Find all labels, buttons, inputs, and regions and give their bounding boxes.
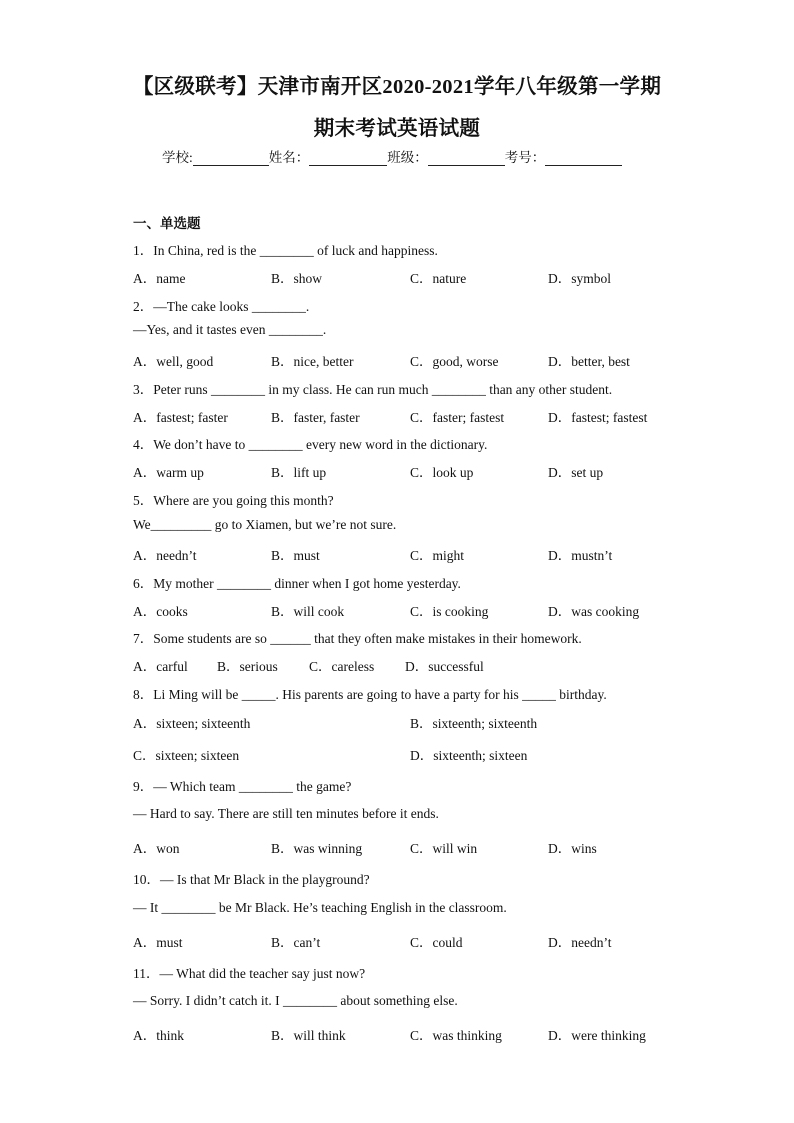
option-c: C．will win: [410, 841, 478, 856]
school-blank: [193, 151, 269, 166]
option-c: C．good, worse: [410, 354, 499, 369]
question-line: — Hard to say. There are still ten minutes before it ends.: [133, 806, 439, 821]
option-d: D．symbol: [548, 271, 612, 286]
question-line: 7．Some students are so ______ that they often make mistakes in their homework.: [133, 631, 582, 646]
option-a: A．fastest; faster: [133, 410, 228, 425]
question-line: 10．— Is that Mr Black in the playground?: [133, 872, 370, 887]
option-a: A．must: [133, 935, 183, 950]
option-d: D．fastest; fastest: [548, 410, 648, 425]
class-blank: [428, 151, 505, 166]
name-blank: [309, 151, 387, 166]
school-label: 学校:: [162, 150, 193, 165]
option-b: B．faster, faster: [271, 410, 360, 425]
option-d: D．wins: [548, 841, 597, 856]
name-label: 姓名：: [268, 150, 310, 165]
exam-title-line1: 【区级联考】天津市南开区2020-2021学年八年级第一学期: [132, 76, 662, 98]
option-b: B．can’t: [271, 935, 321, 950]
question-line: — Sorry. I didn’t catch it. I ________ about something else.: [133, 993, 458, 1008]
option-b: B．show: [271, 271, 323, 286]
option-a: A．carful: [133, 659, 188, 674]
question-line: 1．In China, red is the ________ of luck and happiness.: [133, 243, 438, 258]
question-line: 11．— What did the teacher say just now?: [133, 966, 366, 981]
option-b: B．lift up: [271, 465, 327, 480]
option-a: A．won: [133, 841, 180, 856]
option-c: C．careless: [309, 659, 375, 674]
option-a: A．think: [133, 1028, 185, 1043]
question-line: 4．We don’t have to ________ every new word in the dictionary.: [133, 437, 488, 452]
option-d: D．better, best: [548, 354, 630, 369]
option-b: B．must: [271, 548, 320, 563]
question-line: 6．My mother ________ dinner when I got home yesterday.: [133, 576, 461, 591]
option-b: B．nice, better: [271, 354, 354, 369]
question-line: 2．—The cake looks ________.: [133, 299, 310, 314]
question-line: We_________ go to Xiamen, but we’re not sure.: [133, 517, 397, 532]
option-c: C．could: [410, 935, 463, 950]
option-a: A．needn’t: [133, 548, 197, 563]
question-line: 8．Li Ming will be _____. His parents are going to have a party for his _____ birthday.: [133, 687, 607, 702]
option-d: D．were thinking: [548, 1028, 646, 1043]
option-d: D．sixteenth; sixteen: [410, 748, 528, 763]
option-a: A．sixteen; sixteenth: [133, 716, 251, 731]
option-b: B．sixteenth; sixteenth: [410, 716, 538, 731]
option-c: C．faster; fastest: [410, 410, 505, 425]
option-a: A．cooks: [133, 604, 188, 619]
option-d: D．successful: [405, 659, 484, 674]
option-b: B．serious: [217, 659, 278, 674]
option-c: C．is cooking: [410, 604, 489, 619]
question-line: — It ________ be Mr Black. He’s teaching English in the classroom.: [133, 900, 507, 915]
student-info-line: [162, 146, 622, 166]
option-a: A．name: [133, 271, 186, 286]
option-d: D．was cooking: [548, 604, 640, 619]
option-c: C．might: [410, 548, 465, 563]
option-a: A．well, good: [133, 354, 214, 369]
option-c: C．was thinking: [410, 1028, 502, 1043]
option-a: A．warm up: [133, 465, 204, 480]
exam-title-line2: 期末考试英语试题: [313, 118, 481, 140]
option-c: C．look up: [410, 465, 474, 480]
section-title: 一、单选题: [133, 216, 201, 231]
class-label: 班级：: [387, 150, 428, 165]
option-d: D．needn’t: [548, 935, 612, 950]
question-line: —Yes, and it tastes even ________.: [133, 322, 327, 337]
option-b: B．will cook: [271, 604, 345, 619]
option-b: B．was winning: [271, 841, 363, 856]
option-c: C．nature: [410, 271, 467, 286]
question-line: 9．— Which team ________ the game?: [133, 779, 352, 794]
option-d: D．mustn’t: [548, 548, 613, 563]
option-d: D．set up: [548, 465, 604, 480]
option-c: C．sixteen; sixteen: [133, 748, 240, 763]
number-blank: [545, 151, 622, 166]
option-b: B．will think: [271, 1028, 346, 1043]
number-label: 考号：: [504, 150, 546, 165]
question-line: 5．Where are you going this month?: [133, 493, 334, 508]
question-line: 3．Peter runs ________ in my class. He can run much ________ than any other student.: [133, 382, 613, 397]
